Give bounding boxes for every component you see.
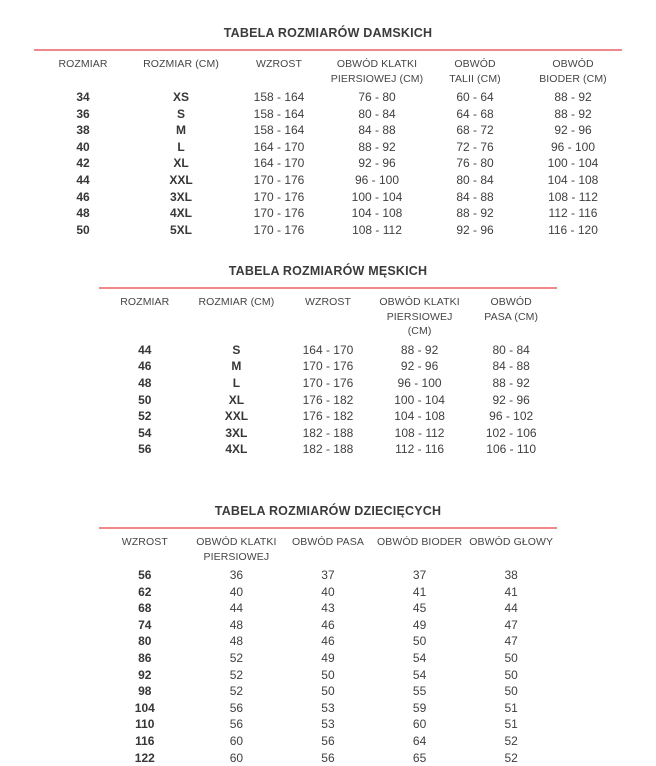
table-cell: 3XL <box>225 425 248 440</box>
table-cell: 96 - 100 <box>550 139 596 154</box>
table-cell: 47 <box>504 617 518 632</box>
table-cell: 52 <box>504 750 518 765</box>
table-cell: 88 - 92 <box>456 206 494 221</box>
table-cell: 116 - 120 <box>548 222 598 237</box>
table-row <box>99 683 557 700</box>
table-cell: 54 <box>412 667 427 682</box>
header-row <box>99 529 557 567</box>
table-cell: 36 <box>229 568 244 582</box>
table-cell: 158 - 164 <box>253 106 305 121</box>
column-header: ROZMIAR (CM) <box>198 296 275 309</box>
table-cell: 72 - 76 <box>456 139 494 154</box>
column-header: OBWÓD PASA (CM) <box>484 296 539 323</box>
table-cell: XXL <box>224 409 249 424</box>
table-cell: 52 <box>229 684 244 699</box>
table-cell: 68 <box>138 601 152 616</box>
column-header: WZROST <box>304 296 352 309</box>
table-cell: 52 <box>229 650 244 665</box>
table-cell: 48 <box>138 376 152 391</box>
table-cell: 170 - 176 <box>302 376 354 391</box>
table-cell: 112 - 116 <box>395 442 445 457</box>
table-row <box>99 584 557 601</box>
column-header: ROZMIAR <box>120 296 170 309</box>
table-cell: 56 <box>138 568 152 582</box>
table-cell: 60 - 64 <box>456 90 494 104</box>
table-cell: 102 - 106 <box>485 425 537 440</box>
table-cell: 74 <box>138 617 152 632</box>
table-row <box>99 600 557 617</box>
table-cell: 108 - 112 <box>394 425 445 440</box>
table-cell: 52 <box>138 409 152 424</box>
table-cell: 84 - 88 <box>358 123 396 138</box>
table-cell: 158 - 164 <box>253 90 305 104</box>
table-cell: 80 - 84 <box>358 106 396 121</box>
table-cell: 104 <box>134 700 155 715</box>
grid-body <box>99 567 557 766</box>
table-cell: 88 - 92 <box>400 342 439 357</box>
table-cell: S <box>232 342 241 357</box>
table-cell: 44 <box>504 601 518 616</box>
table-cell: 56 <box>138 442 152 457</box>
table-cell: 108 - 112 <box>548 189 598 204</box>
table-row <box>99 733 557 750</box>
table-cell: 88 - 92 <box>358 139 396 154</box>
table-row <box>99 716 557 733</box>
table-cell: 170 - 176 <box>302 359 354 374</box>
table-row <box>99 441 557 458</box>
table-row <box>34 205 622 222</box>
table-cell: 3XL <box>169 189 192 204</box>
table-cell: 84 - 88 <box>492 359 530 374</box>
table-cell: 92 - 96 <box>554 123 592 138</box>
table-cell: 80 - 84 <box>492 342 530 357</box>
table-cell: 40 <box>76 139 90 154</box>
table-cell: 76 - 80 <box>456 156 494 171</box>
table-cell: 43 <box>321 601 335 616</box>
table-cell: 46 <box>321 634 335 649</box>
table-cell: 37 <box>412 568 427 582</box>
column-header: OBWÓD TALII (CM) <box>449 58 501 85</box>
table-cell: 62 <box>138 584 152 599</box>
table-cell: XS <box>172 90 189 104</box>
table-cell: 170 - 176 <box>253 206 305 221</box>
column-header: WZROST <box>121 536 168 548</box>
table-cell: 170 - 176 <box>253 172 305 187</box>
table-row <box>99 425 557 442</box>
table-cell: 41 <box>412 584 427 599</box>
size-grid-dzieciecych <box>99 529 557 766</box>
table-cell: 36 <box>76 106 90 121</box>
table-cell: 45 <box>412 601 427 616</box>
table-cell: 84 - 88 <box>456 189 494 204</box>
table-cell: 80 - 84 <box>456 172 494 187</box>
table-cell: 4XL <box>169 206 192 221</box>
table-cell: 158 - 164 <box>253 123 305 138</box>
table-cell: 164 - 170 <box>253 139 305 154</box>
column-header: OBWÓD GŁOWY <box>469 536 554 548</box>
table-row <box>34 155 622 172</box>
table-cell: 42 <box>76 156 90 171</box>
table-cell: 116 <box>135 733 155 748</box>
table-cell: 53 <box>321 700 335 715</box>
table-cell: XL <box>173 156 189 171</box>
size-table-dzieciecych <box>99 504 557 766</box>
table-row <box>99 667 557 684</box>
table-row <box>34 139 622 156</box>
table-row <box>99 358 557 375</box>
table-cell: 80 <box>138 634 152 649</box>
table-cell: 56 <box>229 700 244 715</box>
table-cell: M <box>176 123 186 138</box>
size-table-meskich <box>99 264 557 458</box>
table-cell: 44 <box>76 172 90 187</box>
table-cell: 51 <box>504 700 518 715</box>
table-cell: 44 <box>229 601 244 616</box>
table-cell: 4XL <box>225 442 248 457</box>
table-cell: 51 <box>504 717 518 732</box>
table-cell: 170 - 176 <box>253 222 305 237</box>
table-cell: 104 - 108 <box>547 172 599 187</box>
table-cell: 60 <box>229 750 244 765</box>
table-cell: 182 - 188 <box>302 442 354 457</box>
table-row <box>34 106 622 123</box>
table-cell: 50 <box>412 634 427 649</box>
table-cell: 176 - 182 <box>302 392 354 407</box>
table-cell: 50 <box>76 222 90 237</box>
size-grid-meskich <box>99 289 557 458</box>
header-row <box>99 289 557 342</box>
table-title-damskich: TABELA ROZMIARÓW DAMSKICH <box>223 26 433 40</box>
table-cell: 38 <box>76 123 90 138</box>
column-header: OBWÓD BIODER <box>376 536 463 548</box>
grid-body <box>99 342 557 458</box>
table-cell: 64 - 68 <box>456 106 494 121</box>
table-cell: 104 - 108 <box>394 409 445 424</box>
table-row <box>99 700 557 717</box>
column-header: OBWÓD BIODER (CM) <box>539 58 607 85</box>
table-cell: 100 - 104 <box>547 156 599 171</box>
table-cell: 60 <box>229 733 244 748</box>
table-cell: 110 <box>135 717 155 732</box>
table-row <box>34 122 622 139</box>
table-cell: 98 <box>138 684 152 699</box>
table-cell: 96 - 100 <box>354 172 400 187</box>
table-cell: 56 <box>321 750 335 765</box>
table-cell: 92 - 96 <box>400 359 439 374</box>
table-cell: 50 <box>504 684 518 699</box>
table-cell: 41 <box>504 584 518 599</box>
table-cell: 108 - 112 <box>352 222 402 237</box>
table-row <box>99 392 557 409</box>
table-title-meskich: TABELA ROZMIARÓW MĘSKICH <box>228 264 428 279</box>
column-header: OBWÓD KLATKI PIERSIOWEJ <box>196 536 277 563</box>
column-header: OBWÓD KLATKI PIERSIOWEJ (CM) <box>379 296 460 338</box>
table-cell: 164 - 170 <box>302 342 354 357</box>
table-row <box>34 189 622 206</box>
table-cell: 46 <box>321 617 335 632</box>
table-cell: 96 - 102 <box>489 409 534 424</box>
table-cell: 88 - 92 <box>492 376 530 391</box>
table-cell: 59 <box>412 700 427 715</box>
table-cell: 34 <box>76 90 90 104</box>
column-header: OBWÓD PASA <box>291 536 364 548</box>
table-cell: 86 <box>138 650 152 665</box>
table-cell: 52 <box>504 733 518 748</box>
column-header: WZROST <box>255 58 303 70</box>
table-cell: 46 <box>76 189 90 204</box>
table-cell: 55 <box>412 684 427 699</box>
table-cell: 48 <box>76 206 90 221</box>
table-cell: 37 <box>321 568 335 582</box>
table-cell: XXL <box>169 172 193 187</box>
column-header: ROZMIAR <box>58 58 108 70</box>
column-header: OBWÓD KLATKI PIERSIOWEJ (CM) <box>330 58 424 85</box>
grid-header <box>34 51 622 89</box>
table-cell: 122 <box>134 750 155 765</box>
table-cell: 54 <box>138 425 152 440</box>
table-cell: 50 <box>138 392 152 407</box>
table-cell: 88 - 92 <box>554 90 592 104</box>
table-cell: M <box>231 359 242 374</box>
table-row <box>99 617 557 634</box>
table-row <box>99 750 557 766</box>
table-cell: 53 <box>321 717 335 732</box>
table-cell: 44 <box>138 342 152 357</box>
table-cell: 48 <box>229 634 244 649</box>
table-cell: 92 - 96 <box>456 222 494 237</box>
table-cell: L <box>177 139 185 154</box>
table-title-dzieciecych: TABELA ROZMIARÓW DZIECIĘCYCH <box>214 504 442 518</box>
table-cell: 47 <box>504 634 518 649</box>
table-cell: 92 - 96 <box>358 156 396 171</box>
header-row <box>34 51 622 89</box>
table-cell: 100 - 104 <box>394 392 445 407</box>
table-cell: 112 - 116 <box>548 206 598 221</box>
table-cell: 64 <box>412 733 427 748</box>
table-row <box>99 650 557 667</box>
table-row <box>34 222 622 239</box>
table-cell: 170 - 176 <box>253 189 305 204</box>
table-row <box>99 408 557 425</box>
table-cell: 48 <box>229 617 244 632</box>
table-cell: 5XL <box>169 222 192 237</box>
table-cell: 50 <box>504 650 518 665</box>
table-cell: 40 <box>229 584 244 599</box>
size-grid-damskich <box>34 51 622 238</box>
table-cell: 60 <box>412 717 427 732</box>
table-cell: 76 - 80 <box>358 90 396 104</box>
table-row <box>99 375 557 392</box>
table-cell: 100 - 104 <box>351 189 403 204</box>
table-cell: 50 <box>321 667 335 682</box>
table-cell: 88 - 92 <box>554 106 592 121</box>
table-cell: L <box>232 376 241 391</box>
table-cell: 50 <box>504 667 518 682</box>
table-cell: S <box>176 106 185 121</box>
table-cell: 164 - 170 <box>253 156 305 171</box>
table-row <box>99 342 557 359</box>
table-cell: 49 <box>321 650 335 665</box>
table-cell: 182 - 188 <box>302 425 354 440</box>
table-row <box>99 633 557 650</box>
column-header: ROZMIAR (CM) <box>143 58 219 70</box>
table-cell: 56 <box>229 717 244 732</box>
grid-body <box>34 89 622 238</box>
table-cell: 106 - 110 <box>486 442 537 457</box>
table-cell: 92 - 96 <box>492 392 530 407</box>
table-cell: 68 - 72 <box>456 123 494 138</box>
table-cell: 52 <box>229 667 244 682</box>
table-row <box>34 172 622 189</box>
table-cell: 96 - 100 <box>397 376 442 391</box>
table-cell: 92 <box>138 667 152 682</box>
table-row <box>34 89 622 106</box>
table-cell: 56 <box>321 733 335 748</box>
table-cell: 176 - 182 <box>302 409 354 424</box>
grid-header <box>99 529 557 567</box>
table-cell: 50 <box>321 684 335 699</box>
table-cell: XL <box>228 392 245 407</box>
table-cell: 54 <box>412 650 427 665</box>
table-cell: 46 <box>138 359 152 374</box>
size-table-damskich <box>34 0 622 238</box>
table-row <box>99 567 557 584</box>
table-cell: 65 <box>412 750 427 765</box>
table-cell: 104 - 108 <box>351 206 403 221</box>
table-cell: 38 <box>504 568 518 582</box>
table-cell: 49 <box>412 617 427 632</box>
grid-header <box>99 289 557 342</box>
table-cell: 40 <box>321 584 335 599</box>
